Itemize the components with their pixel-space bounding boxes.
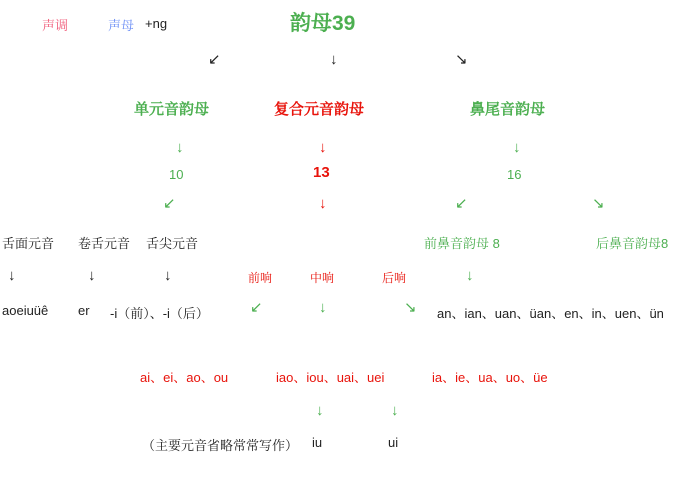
ng-label: +ng	[145, 16, 168, 31]
abbreviation-note: （主要元音省略常常写作）	[142, 438, 299, 453]
arrow-compound-count-icon: ↓	[319, 139, 327, 156]
arrow-uei-abbrev-icon: ↓	[391, 402, 399, 419]
tone-label: 声调	[42, 18, 69, 33]
tag-back-sonorant: 后响	[382, 271, 407, 285]
arrow-compound-split-icon: ↓	[319, 195, 327, 212]
arrow-compound-mid-icon: ↓	[319, 299, 327, 316]
count-compound: 13	[313, 164, 330, 181]
arrow-compound-front-icon: ↙	[250, 299, 263, 316]
tag-mid-sonorant: 中响	[310, 271, 335, 285]
finals-apical: -i（前）、-i（后）	[110, 306, 209, 321]
arrow-tongue-surface-icon: ↓	[8, 267, 16, 284]
arrow-retroflex-icon: ↓	[88, 267, 96, 284]
subgroup-back-nasal-label: 后鼻音韵母8	[596, 236, 669, 251]
arrow-monophthong-count-icon: ↓	[176, 139, 184, 156]
category-compound-label: 复合元音韵母	[274, 101, 365, 118]
finals-retroflex: er	[78, 303, 90, 318]
category-nasal-label: 鼻尾音韵母	[470, 101, 546, 118]
initials-label: 声母	[108, 18, 135, 33]
count-monophthong: 10	[169, 167, 184, 182]
arrow-apical-icon: ↓	[164, 267, 172, 284]
finals-tongue-surface: aoeiuüê	[2, 303, 49, 318]
subgroup-front-nasal-label: 前鼻音韵母 8	[424, 236, 500, 251]
arrow-nasal-count-icon: ↓	[513, 139, 521, 156]
finals-compound-front: ai、ei、ao、ou	[140, 370, 229, 385]
finals-compound-mid: iao、iou、uai、uei	[276, 370, 385, 385]
finals-compound-back: ia、ie、ua、uo、üe	[432, 370, 548, 385]
abbreviation-ui: ui	[388, 435, 399, 450]
subgroup-retroflex-label: 卷舌元音	[78, 236, 131, 251]
count-nasal: 16	[507, 167, 522, 182]
arrow-compound-back-icon: ↘	[404, 299, 417, 316]
arrow-to-nasal-icon: ↘	[455, 51, 468, 68]
arrow-monophthong-split-icon: ↙	[163, 195, 176, 212]
arrow-to-monophthong-icon: ↙	[208, 51, 221, 68]
tag-front-sonorant: 前响	[248, 271, 273, 285]
subgroup-tongue-surface-label: 舌面元音	[2, 236, 55, 251]
subgroup-apical-label: 舌尖元音	[146, 236, 199, 251]
finals-front-nasal: an、ian、uan、üan、en、in、uen、ün	[437, 306, 664, 321]
arrow-iou-abbrev-icon: ↓	[316, 402, 324, 419]
arrow-nasal-front-icon: ↙	[455, 195, 468, 212]
arrow-to-compound-icon: ↓	[330, 51, 338, 68]
page-title: 韵母39	[290, 12, 356, 35]
category-monophthong-label: 单元音韵母	[134, 101, 210, 118]
abbreviation-iu: iu	[312, 435, 323, 450]
arrow-front-nasal-list-icon: ↓	[466, 267, 474, 284]
arrow-nasal-back-icon: ↘	[592, 195, 605, 212]
